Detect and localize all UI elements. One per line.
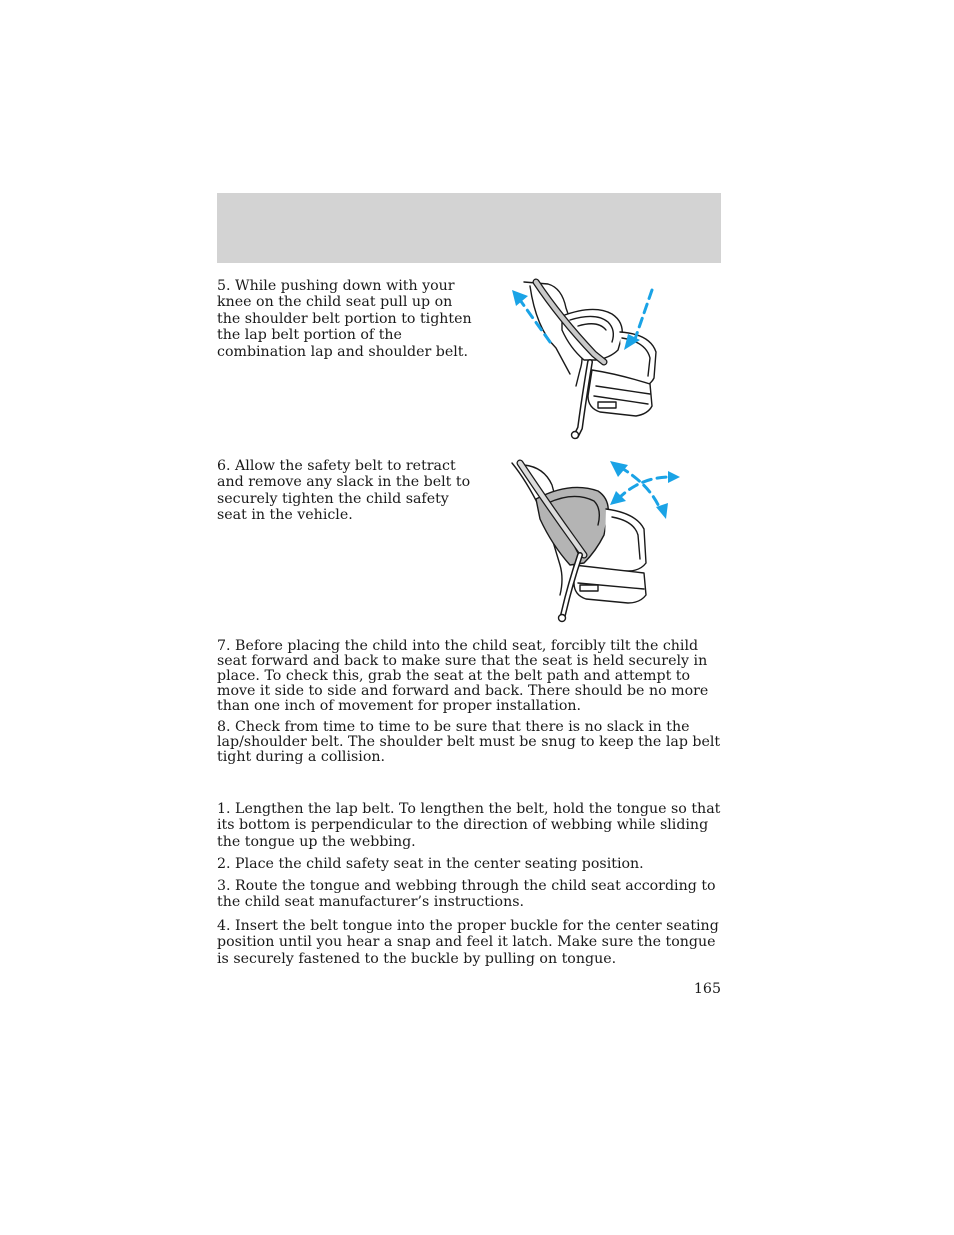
center-step-3-text: 3. Route the tongue and webbing through the child seat according to the child seat manufacturer’s instructions. bbox=[217, 878, 716, 910]
step-5-text: 5. While pushing down with your knee on the child seat pull up on the shoulder belt portion to tighten the lap belt portion of the combination lap and shoulder belt. bbox=[217, 278, 472, 360]
step-8-text: 8. Check from time to time to be sure that there is no slack in the lap/shoulder belt. The shoulder belt must be snug to keep the lap belt tight during a collision. bbox=[217, 719, 721, 765]
center-step-4-text: 4. Insert the belt tongue into the proper buckle for the center seating position until you hear a snap and feel it latch. Make sure the tongue is securely fastened to the buckle by pulling on tongue. bbox=[217, 918, 719, 967]
center-step-1-text: 1. Lengthen the lap belt. To lengthen the belt, hold the tongue so that its bottom is perpendicular to the direction of webbing while sliding the tongue up the webbing. bbox=[217, 801, 721, 850]
section-header-band bbox=[217, 193, 721, 263]
page-number: 165 bbox=[693, 981, 721, 997]
center-step-2-text: 2. Place the child safety seat in the center seating position. bbox=[217, 856, 644, 872]
child-seat-tighten-illustration bbox=[500, 278, 670, 446]
child-seat-tilt-illustration bbox=[500, 455, 690, 627]
step-6-text: 6. Allow the safety belt to retract and remove any slack in the belt to securely tighten the child safety seat in the vehicle. bbox=[217, 458, 471, 524]
step-7-text: 7. Before placing the child into the child seat, forcibly tilt the child seat forward and back to make sure that the seat is held securely in place. To check this, grab the seat at the belt path and attempt to move it side to side and forward and back. There should be no more than one inch of movement for proper installation. bbox=[217, 638, 709, 714]
